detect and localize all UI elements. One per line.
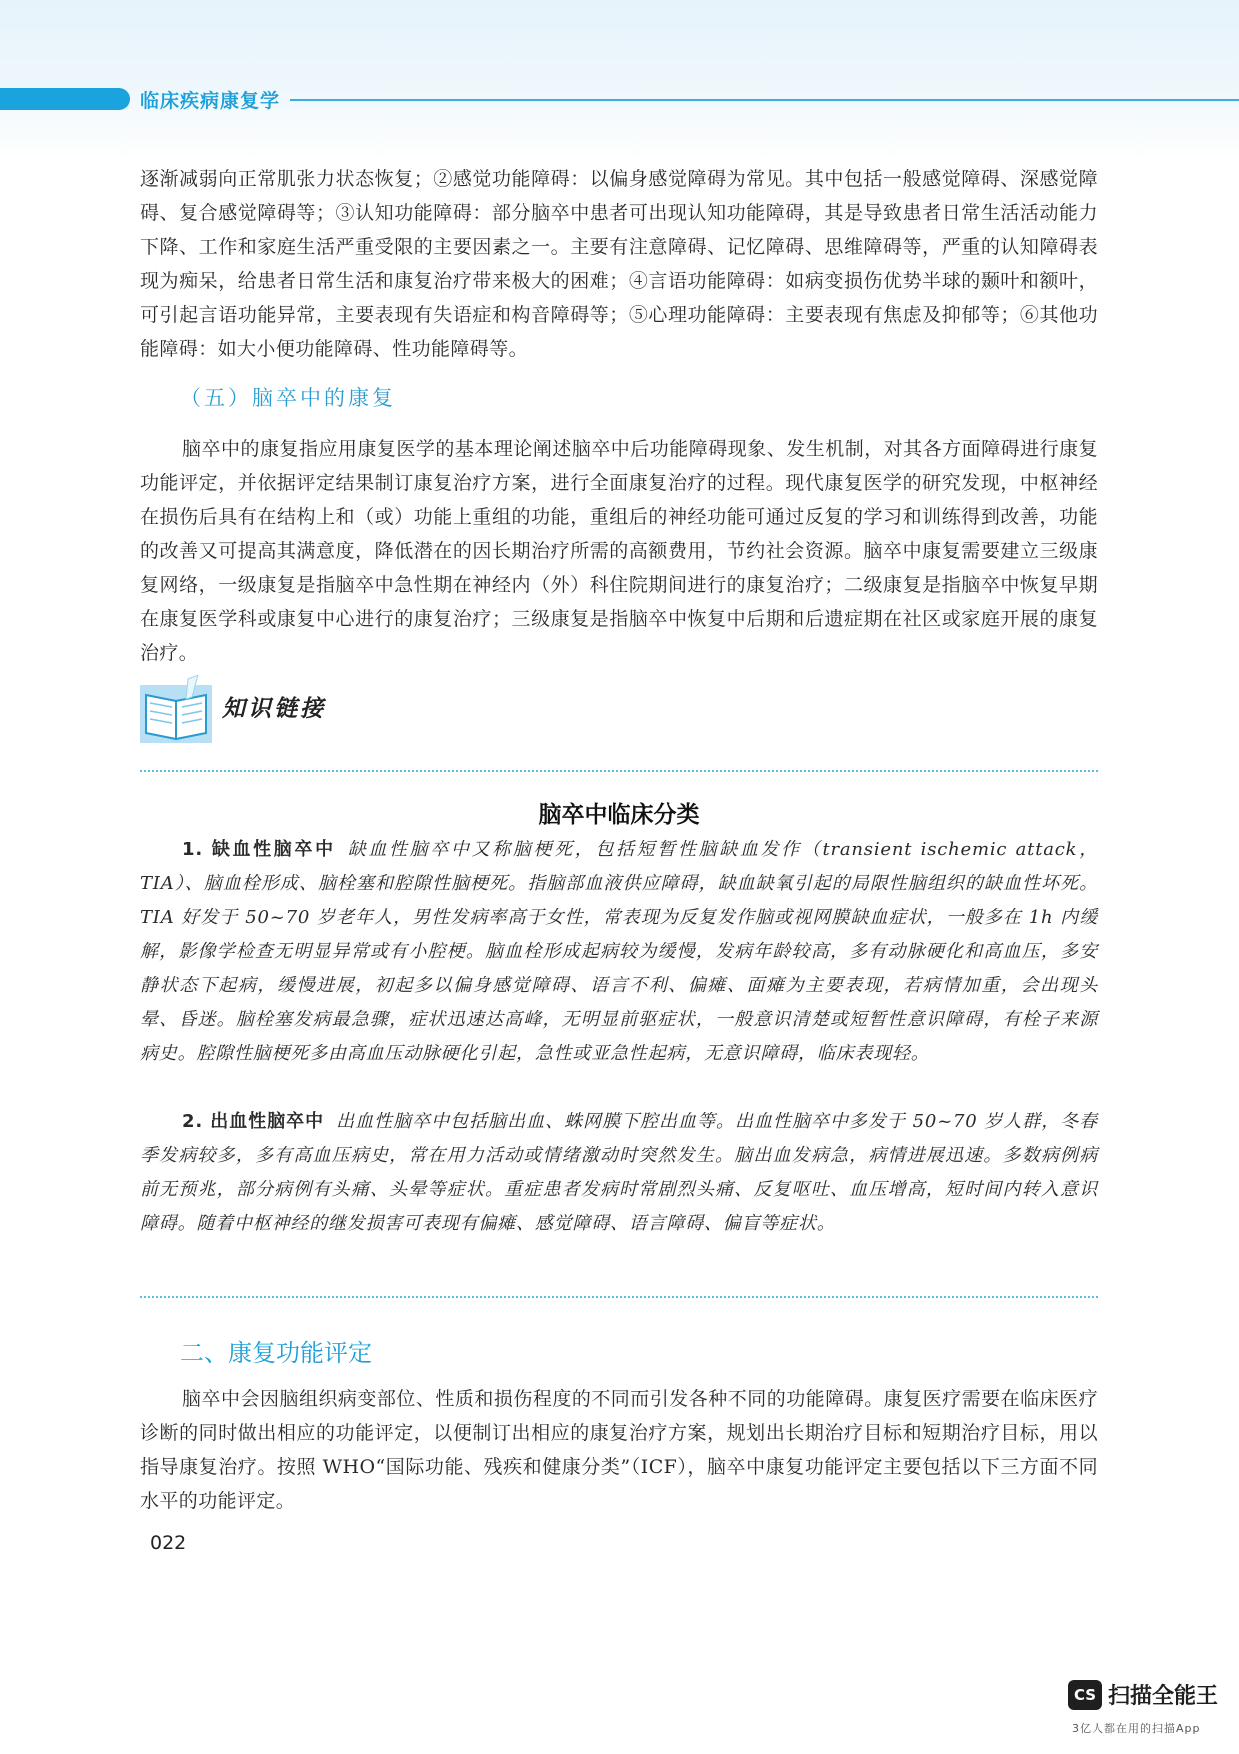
header-tab-marker (0, 88, 130, 110)
book-title: 临床疾病康复学 (140, 90, 281, 112)
box-item-text-1: 缺血性脑卒中又称脑梗死，包括短暂性脑缺血发作（transient ischemic attack，TIA）、脑血栓形成、脑栓塞和腔隙性脑梗死。指脑部血液供应障碍，缺血缺氧引起的局限性脑组织的缺血性坏死。TIA 好发于 50~70 岁老年人，男性发病率高于女性，常表现为反复发作脑或视网膜缺血症状，一般多在 1h 内缓解，影像学检查无明显异常或有小腔梗。脑血栓形成起病较为缓慢，发病年龄较高，多有动脉硬化和高血压，多安静状态下起病，缓慢进展，初起多以偏身感觉障碍、语言不利、偏瘫、面瘫为主要表现，若病情加重，会出现头晕、昏迷。脑栓塞发病最急骤，症状迅速达高峰，无明显前驱症状，一般意识清楚或短暂性意识障碍，有栓子来源病史。腔隙性脑梗死多由高血压动脉硬化引起，急性或亚急性起病，无意识障碍，临床表现轻。 (140, 839, 1098, 1064)
scanner-watermark (1064, 1678, 1234, 1750)
scanner-tagline: 3亿人都在用的扫描App (1072, 1722, 1201, 1735)
box-paragraph-2 (140, 1105, 1098, 1241)
box-item-text-2: 出血性脑卒中包括脑出血、蛛网膜下腔出血等。出血性脑卒中多发于 50~70 岁人群，冬春季发病较多，多有高血压病史，常在用力活动或情绪激动时突然发生。脑出血发病急，病情进展迅速。多数病例病前无预兆，部分病例有头痛、头晕等症状。重症患者发病时常剧烈头痛、反复呕吐、血压增高，短时间内转入意识障碍。随着中枢神经的继发损害可表现有偏瘫、感觉障碍、语言障碍、偏盲等症状。 (140, 1111, 1098, 1234)
box-item-label-1: 1. 缺血性脑卒中 (182, 839, 336, 860)
scanner-logo-icon: CS (1068, 1680, 1102, 1710)
open-book-icon (138, 675, 218, 747)
header-rule (290, 99, 1239, 101)
section-paragraph: 脑卒中会因脑组织病变部位、性质和损伤程度的不同而引发各种不同的功能障碍。康复医疗需要在临床医疗诊断的同时做出相应的功能评定，以便制订出相应的康复治疗方案，规划出长期治疗目标和短期治疗目标，用以指导康复治疗。按照 WHO“国际功能、残疾和健康分类”（ICF），脑卒中康复功能评定主要包括以下三方面不同水平的功能评定。 (140, 1388, 1098, 1512)
page-number: 022 (150, 1532, 187, 1554)
section-heading: 二、康复功能评定 (180, 1339, 372, 1367)
knowledge-link-label: 知识链接 (222, 695, 326, 722)
box-title: 脑卒中临床分类 (538, 801, 700, 828)
box-item-label-2: 2. 出血性脑卒中 (182, 1111, 325, 1132)
scanner-app-name: 扫描全能王 (1108, 1684, 1219, 1709)
box-paragraph-1 (140, 833, 1098, 1071)
subsection-heading: （五）脑卒中的康复 (180, 386, 396, 410)
box-divider-bottom (140, 1296, 1098, 1298)
page-header-band (0, 0, 1239, 160)
body-paragraph-2: 脑卒中的康复指应用康复医学的基本理论阐述脑卒中后功能障碍现象、发生机制，对其各方面障碍进行康复功能评定，并依据评定结果制订康复治疗方案，进行全面康复治疗的过程。现代康复医学的研究发现，中枢神经在损伤后具有在结构上和（或）功能上重组的功能，重组后的神经功能可通过反复的学习和训练得到改善，功能的改善又可提高其满意度，降低潜在的因长期治疗所需的高额费用，节约社会资源。脑卒中康复需要建立三级康复网络，一级康复是指脑卒中急性期在神经内（外）科住院期间进行的康复治疗；二级康复是指脑卒中恢复早期在康复医学科或康复中心进行的康复治疗；三级康复是指脑卒中恢复中后期和后遗症期在社区或家庭开展的康复治疗。 (140, 438, 1098, 664)
body-paragraph-1: 逐渐减弱向正常肌张力状态恢复；②感觉功能障碍：以偏身感觉障碍为常见。其中包括一般感觉障碍、深感觉障碍、复合感觉障碍等；③认知功能障碍：部分脑卒中患者可出现认知功能障碍，其是导致患者日常生活活动能力下降、工作和家庭生活严重受限的主要因素之一。主要有注意障碍、记忆障碍、思维障碍等，严重的认知障碍表现为痴呆，给患者日常生活和康复治疗带来极大的困难；④言语功能障碍：如病变损伤优势半球的颞叶和额叶，可引起言语功能异常，主要表现有失语症和构音障碍等；⑤心理功能障碍：主要表现有焦虑及抑郁等；⑥其他功能障碍：如大小便功能障碍、性功能障碍等。 (140, 168, 1098, 360)
box-divider-top (140, 770, 1098, 772)
